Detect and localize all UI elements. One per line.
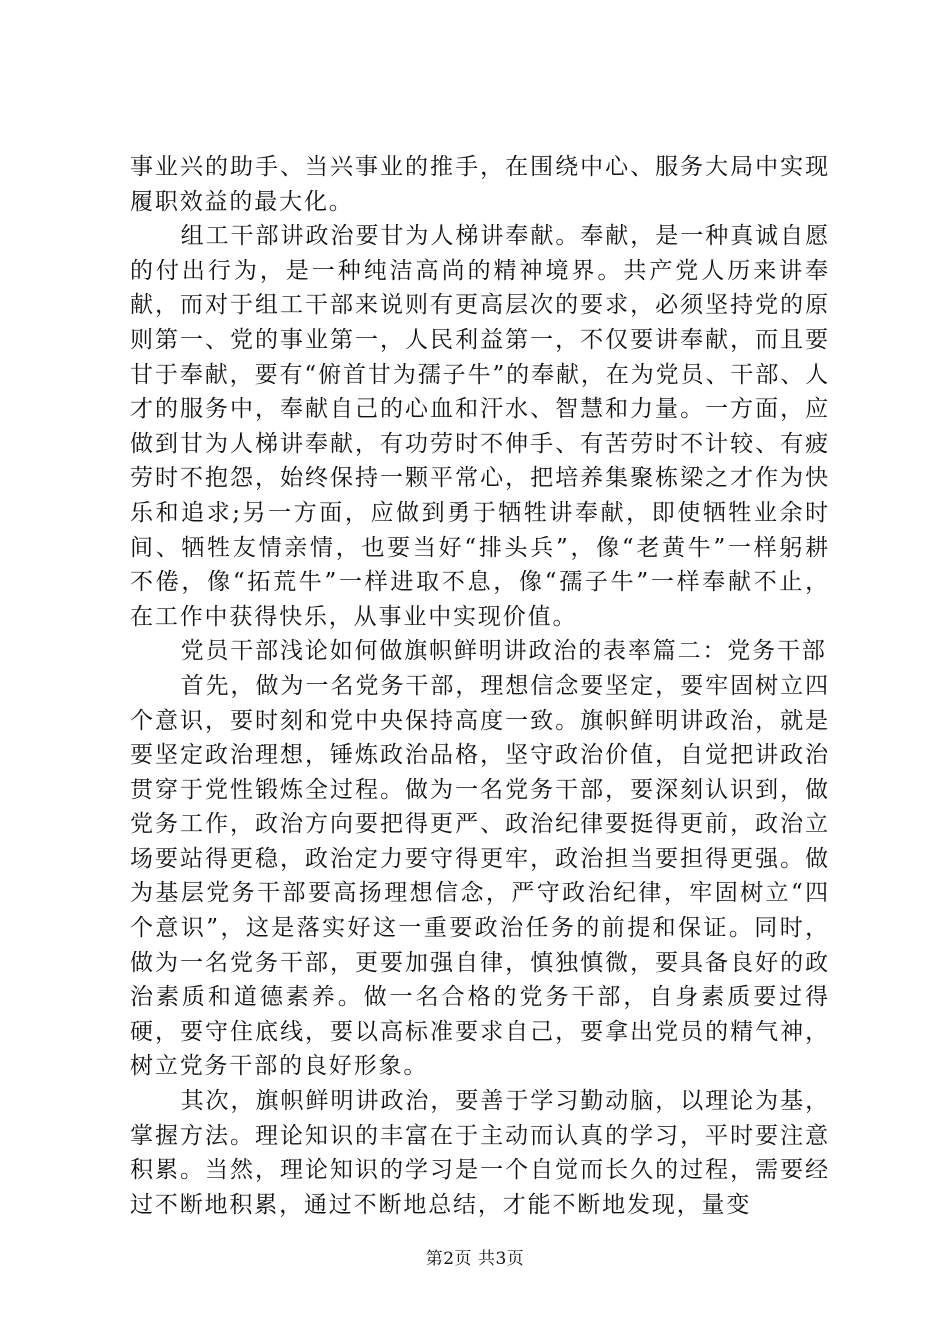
paragraph-2: 组工干部讲政治要甘为人梯讲奉献。奉献，是一种真诚自愿的付出行为，是一种纯洁高尚的精神境界。共产党人历来讲奉献，而对于组工干部来说则有更高层次的要求，必须坚持党的原则第一、党的事业第一，人民利益第一，不仅要讲奉献，而且要甘于奉献，要有“俯首甘为孺子牛”的奉献，在为党员、干部、人才的服务中，奉献自己的心血和汗水、智慧和力量。一方面，应做到甘为人梯讲奉献，有功劳时不伸手、有苦劳时不计较、有疲劳时不抱怨，始终保持一颗平常心，把培养集聚栋梁之才作为快乐和追求;另一方面，应做到勇于牺牲讲奉献，即使牺牲业余时间、牺牲友情亲情，也要当好“排头兵”，像“老黄牛”一样躬耕不倦，像“拓荒牛”一样进取不息，像“孺子牛”一样奉献不止，在工作中获得快乐，从事业中实现价值。 <box>130 223 830 630</box>
page-number-footer: 第2页 共3页 <box>425 1249 525 1269</box>
document-body <box>130 150 830 1222</box>
paragraph-1: 事业兴的助手、当兴事业的推手，在围绕中心、服务大局中实现履职效益的最大化。 <box>130 154 830 215</box>
section-heading: 党员干部浅论如何做旗帜鲜明讲政治的表率篇二：党务干部 <box>180 638 827 665</box>
paragraph-3: 首先，做为一名党务干部，理想信念要坚定，要牢固树立四个意识，要时刻和党中央保持高度一致。旗帜鲜明讲政治，就是要坚定政治理想，锤炼政治品格，坚守政治价值，自觉把讲政治贯穿于党性锻炼全过程。做为一名党务干部，要深刻认识到，做党务工作，政治方向要把得更严、政治纪律要挺得更前，政治立场要站得更稳，政治定力要守得更牢，政治担当要担得更强。做为基层党务干部要高扬理想信念，严守政治纪律，牢固树立“四个意识”，这是落实好这一重要政治任务的前提和保证。同时，做为一名党务干部，更要加强自律，慎独慎微，要具备良好的政治素质和道德素养。做一名合格的党务干部，自身素质要过得硬，要守住底线，要以高标准要求自己，要拿出党员的精气神，树立党务干部的良好形象。 <box>130 672 830 1080</box>
paragraph-4: 其次，旗帜鲜明讲政治，要善于学习勤动脑，以理论为基，掌握方法。理论知识的丰富在于主动而认真的学习，平时要注意积累。当然，理论知识的学习是一个自觉而长久的过程，需要经过不断地积累，通过不断地总结，才能不断地发现，量变 <box>130 1088 830 1218</box>
